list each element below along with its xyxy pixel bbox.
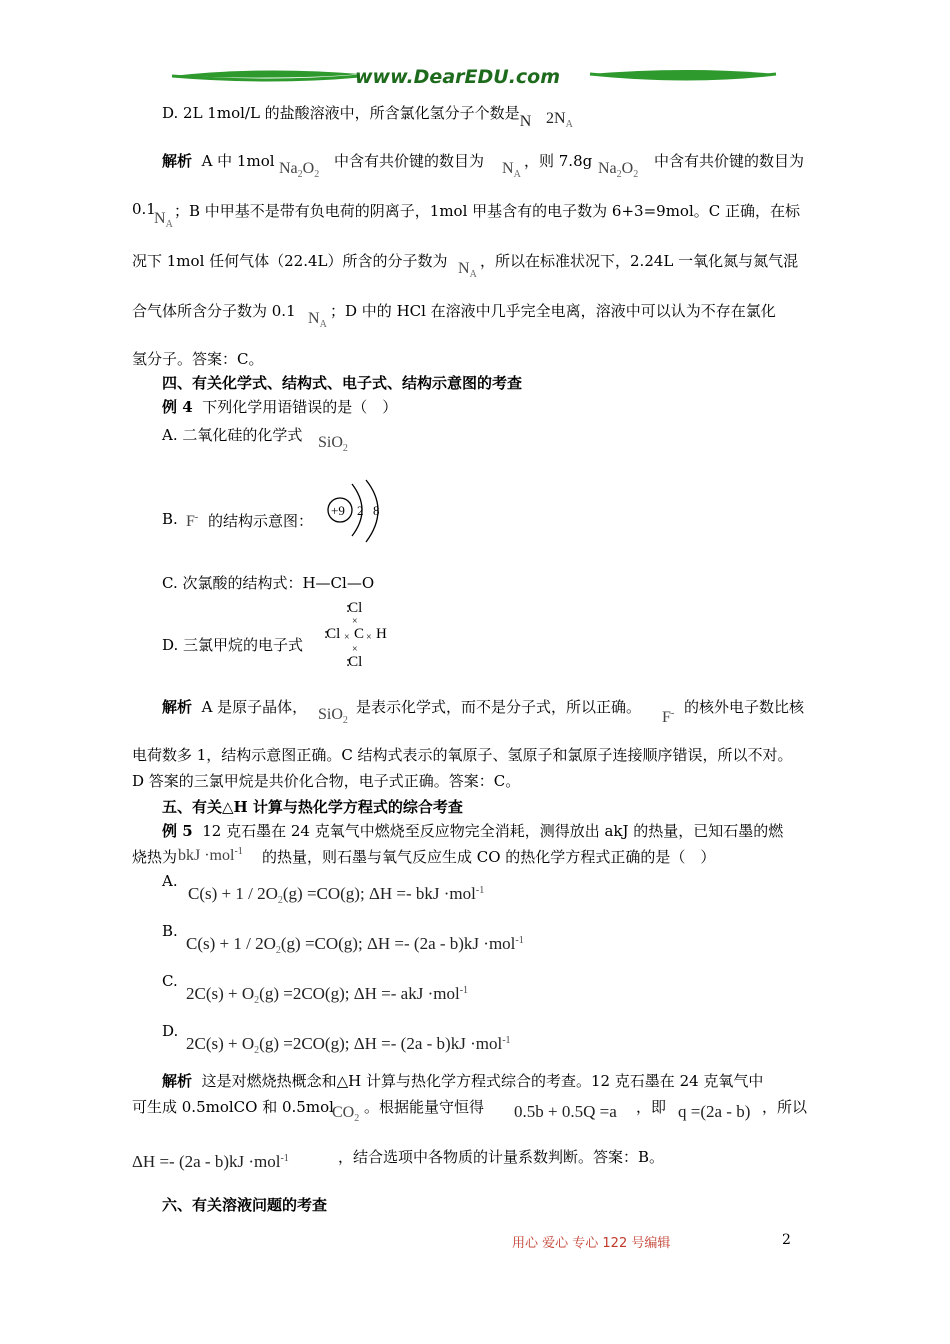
formula-na: $N_A$ — [502, 160, 521, 180]
equation-a: $C(s) + 1 / 2O_2(g) =CO(g)$; ΔH =- bkJ ·mol$^{-1}$ — [188, 884, 485, 906]
text: 电荷数多 1，结构示意图正确。C 结构式表示的氧原子、氢原子和氯原子连接顺序错误，所以不对。 — [132, 746, 793, 764]
lewis-h: H — [376, 626, 387, 642]
formula-na2o2-2: $Na_2O_2$ — [598, 160, 639, 180]
solution-line-1: 解析 A 中 1mol — [162, 152, 275, 170]
example-5: 例 5 12 克石墨在 24 克氧气中燃烧至反应物完全消耗，测得放出 akJ 的热量，已知石墨的燃 — [162, 822, 784, 840]
lewis-cl-bottom: :Cl — [346, 654, 363, 670]
equation-d: $2C(s) + O_2(g) =2CO(g)$; ΔH =- (2a - b)kJ ·mol$^{-1}$ — [186, 1034, 511, 1056]
text: ，结合选项中各物质的计量系数判断。答案：B。 — [338, 1148, 665, 1166]
answer-5-line1: 解析 这是对燃烧热概念和△H 计算与热化学方程式综合的考查。12 克石墨在 24 克氧气中 — [162, 1072, 764, 1090]
formula-na: $N_A$ — [458, 260, 477, 280]
text: ，所以在标准状况下，2.24L 一氧化氮与氮气混 — [480, 252, 799, 270]
section-heading-5: 五、有关△H 计算与热化学方程式的综合考查 — [162, 798, 463, 816]
formula-na: $N_A$ — [308, 310, 327, 330]
option-c: C. 次氯酸的结构式：H—Cl—O — [162, 574, 375, 592]
equation-c: $2C(s) + O_2(g) =2CO(g)$; ΔH =- akJ ·mol$^{-1}$ — [186, 984, 469, 1006]
text: 0.1 — [132, 200, 156, 218]
atomic-structure-diagram — [322, 478, 392, 548]
shell-1-label: 2 — [357, 503, 364, 518]
text: 中含有共价键的数目为 — [334, 152, 485, 170]
option-a: A. 二氧化硅的化学式 — [162, 426, 303, 444]
text: 可生成 0.5molCO 和 0.5mol — [132, 1098, 334, 1116]
option-d: D. 三氯甲烷的电子式 — [162, 636, 304, 654]
example-4: 例 4 下列化学用语错误的是（ ） — [162, 398, 398, 416]
option-d-line: D. 2L 1mol/L 的盐酸溶液中，所含氯化氢分子个数是N — [162, 104, 532, 130]
lewis-cl-top: :Cl — [346, 600, 363, 616]
text: 是表示化学式，而不是分子式，所以正确。 — [356, 698, 642, 716]
lewis-structure: :Cl × :Cl × C × H × :Cl — [324, 600, 387, 670]
shell-2-label: 8 — [373, 503, 380, 518]
formula-na2o2: $Na_2O_2$ — [279, 160, 320, 180]
text: 况下 1mol 任何气体（22.4L）所含的分子数为 — [132, 252, 448, 270]
option-5b: B. — [162, 922, 178, 940]
option-5d: D. — [162, 1022, 179, 1040]
equation-dh: ΔH =- (2a - b)kJ ·mol$^{-1}$ — [132, 1152, 289, 1171]
text: ，所以 — [762, 1098, 808, 1116]
equation-energy: 0.5b + 0.5Q =a — [514, 1102, 617, 1121]
text: 的热量，则石墨与氧气反应生成 CO 的热化学方程式正确的是（ ） — [262, 848, 716, 866]
text: 烧热为 — [132, 848, 178, 866]
answer-4-line1: 解析 A 是原子晶体， — [162, 698, 308, 716]
text: ，则 7.8g — [524, 152, 593, 170]
option-5a: A. — [162, 872, 178, 890]
section-heading-4: 四、有关化学式、结构式、电子式、结构示意图的考查 — [162, 374, 523, 392]
text: 。根据能量守恒得 — [364, 1098, 485, 1116]
nucleus-label: +9 — [331, 503, 345, 518]
formula-bkj: bkJ ·mol$^{-1}$ — [178, 846, 243, 864]
formula-sio2: SiO$_2$ — [318, 706, 348, 726]
formula-f-ion: F- — [662, 708, 675, 726]
formula-co2: $CO_2$ — [332, 1104, 360, 1124]
site-logo[interactable]: www.DearEDU.com — [355, 66, 561, 88]
footer-text: 用心 爱心 专心 122 号编辑 — [512, 1236, 671, 1251]
formula-sio2: SiO$_2$ — [318, 434, 348, 454]
page-number: 2 — [782, 1232, 791, 1248]
text: D 答案的三氯甲烷是共价化合物，电子式正确。答案：C。 — [132, 772, 521, 790]
text: 合气体所含分子数为 0.1 — [132, 302, 296, 320]
formula-2na: $2N_A$ — [546, 110, 573, 130]
option-5c: C. — [162, 972, 178, 990]
text: ，即 — [636, 1098, 667, 1116]
text: ；D 中的 HCl 在溶液中几乎完全电离，溶液中可以认为不存在氯化 — [330, 302, 776, 320]
section-heading-6: 六、有关溶液问题的考查 — [162, 1196, 328, 1214]
formula-f-ion: F- — [186, 512, 199, 530]
formula-na: $N_A$ — [154, 210, 173, 230]
text: 的结构示意图： — [208, 512, 314, 530]
text: 中含有共价键的数目为 — [654, 152, 805, 170]
equation-q: q =(2a - b) — [678, 1102, 751, 1121]
text: ；B 中甲基不是带有负电荷的阴离子，1mol 甲基含有的电子数为 6+3=9mol。C 正确，在标 — [174, 202, 800, 220]
option-b: B. — [162, 510, 178, 528]
text: 的核外电子数比核 — [684, 698, 805, 716]
lewis-cl-left: :Cl — [324, 626, 341, 642]
text: 氢分子。答案：C。 — [132, 350, 264, 368]
lewis-c: C — [354, 626, 365, 642]
equation-b: $C(s) + 1 / 2O_2(g) =CO(g)$; ΔH =- (2a - b)kJ ·mol$^{-1}$ — [186, 934, 524, 956]
